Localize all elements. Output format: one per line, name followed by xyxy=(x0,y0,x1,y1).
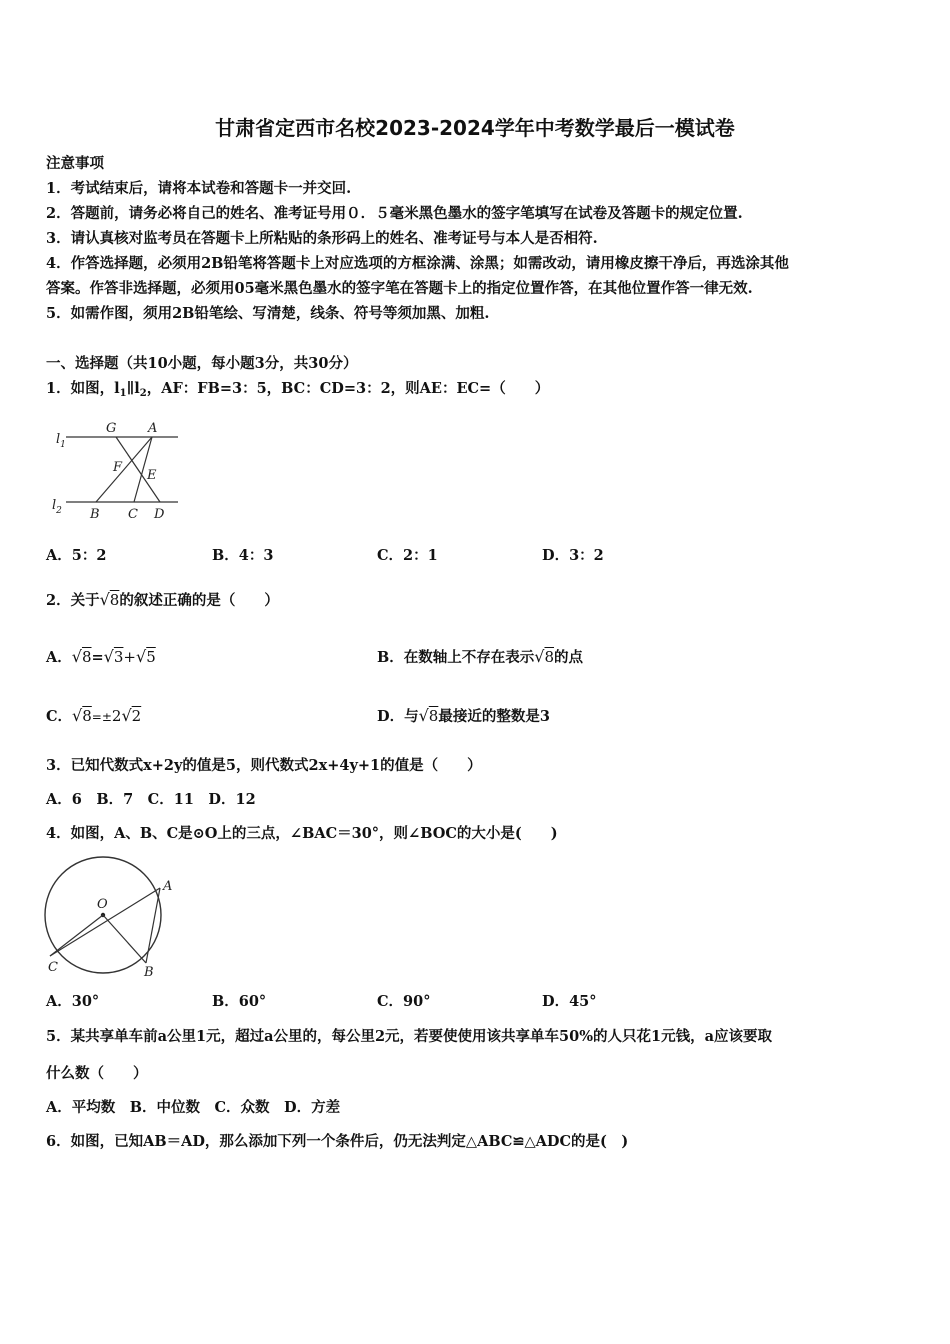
note-item: 2．答题前，请务必将自己的姓名、准考证号用０．５毫米黑色墨水的签字笔填写在试卷及答题卡的规定位置. xyxy=(46,205,743,222)
q4-option-a: A．30° xyxy=(46,993,100,1010)
label-C: C xyxy=(48,960,58,975)
question-5-options: A．平均数 B．中位数 C．众数 D．方差 xyxy=(46,1099,341,1116)
q2-option-d: D．与√8最接近的整数是3 xyxy=(377,706,550,725)
q1-option-b: B．4：3 xyxy=(212,547,274,564)
note-item: 5．如需作图，须用2B铅笔绘、写清楚，线条、符号等须加黑、加粗. xyxy=(46,305,490,322)
q1-stem-part: ，AF：FB=3：5，BC：CD=3：2，则AE：EC=（ ） xyxy=(146,380,550,397)
q1-figure xyxy=(46,412,186,524)
q4-option-b: B．60° xyxy=(212,993,267,1010)
q1-option-d: D．3：2 xyxy=(542,547,604,564)
question-1-stem xyxy=(46,377,549,399)
label-B: B xyxy=(90,507,100,522)
segment-OB xyxy=(103,915,146,963)
label-l1: $l_1$ xyxy=(56,432,66,450)
notes-heading: 注意事项 xyxy=(46,155,104,172)
question-5-stem: 5．某共享单车前a公里1元，超过a公里的，每公里2元，若要使使用该共享单车50%的人只花1元钱，a应该要取 xyxy=(46,1028,772,1045)
q1-stem-part: 1．如图，l xyxy=(46,380,120,397)
note-item: 4．作答选择题，必须用2B铅笔将答题卡上对应选项的方框涂满、涂黑；如需改动，请用橡皮擦干净后，再选涂其他 xyxy=(46,255,789,272)
label-F: F xyxy=(113,460,123,475)
q1-option-c: C．2：1 xyxy=(377,547,438,564)
question-5-stem-cont: 什么数（ ） xyxy=(46,1065,148,1082)
label-O: O xyxy=(97,897,108,912)
q4-option-c: C．90° xyxy=(377,993,431,1010)
q4-figure xyxy=(40,852,180,982)
question-3-options: A．6 B．7 C．11 D．12 xyxy=(46,791,256,808)
question-2-stem xyxy=(46,589,279,610)
question-6-stem: 6．如图，已知AB＝AD，那么添加下列一个条件后，仍无法判定△ABC≌△ADC的是( ) xyxy=(46,1133,629,1150)
q1-stem-part: ∥l xyxy=(126,380,140,397)
label-E: E xyxy=(147,468,157,483)
page-title: 甘肃省定西市名校2023-2024学年中考数学最后一模试卷 xyxy=(215,116,735,140)
section-heading: 一、选择题（共10小题，每小题3分，共30分） xyxy=(46,355,358,372)
q1-option-a: A．5：2 xyxy=(46,547,107,564)
segment-OC xyxy=(50,915,103,956)
q2-option-a: A．√8=√3+√5 xyxy=(46,647,156,666)
label-C: C xyxy=(128,507,138,522)
q2-stem-part: 2．关于 xyxy=(46,592,100,609)
q2-stem-part: 的叙述正确的是（ ） xyxy=(119,592,279,609)
question-3-stem: 3．已知代数式x+2y的值是5，则代数式2x+4y+1的值是（ ） xyxy=(46,757,482,774)
label-D: D xyxy=(154,507,165,522)
segment-AB xyxy=(146,888,160,963)
q2-option-b: B．在数轴上不存在表示√8的点 xyxy=(377,647,584,666)
label-B: B xyxy=(144,965,154,980)
question-4-stem: 4．如图，A、B、C是⊙O上的三点，∠BAC＝30°，则∠BOC的大小是( ) xyxy=(46,825,558,842)
q1-subscript: 2 xyxy=(139,388,147,399)
q1-subscript: 1 xyxy=(119,388,127,399)
label-A: A xyxy=(163,879,173,894)
sqrt-expression: √8 xyxy=(99,590,120,609)
label-l2: $l_2$ xyxy=(52,498,62,516)
label-A: A xyxy=(148,421,158,436)
note-item: 3．请认真核对监考员在答题卡上所粘贴的条形码上的姓名、准考证号与本人是否相符. xyxy=(46,230,598,247)
q4-option-d: D．45° xyxy=(542,993,597,1010)
q2-option-c: C．√8=±2√2 xyxy=(46,706,142,725)
label-G: G xyxy=(106,421,117,436)
note-item: 1．考试结束后，请将本试卷和答题卡一并交回. xyxy=(46,180,352,197)
note-item: 答案。作答非选择题，必须用05毫米黑色墨水的签字笔在答题卡上的指定位置作答，在其他位置作答一律无效. xyxy=(46,280,753,297)
